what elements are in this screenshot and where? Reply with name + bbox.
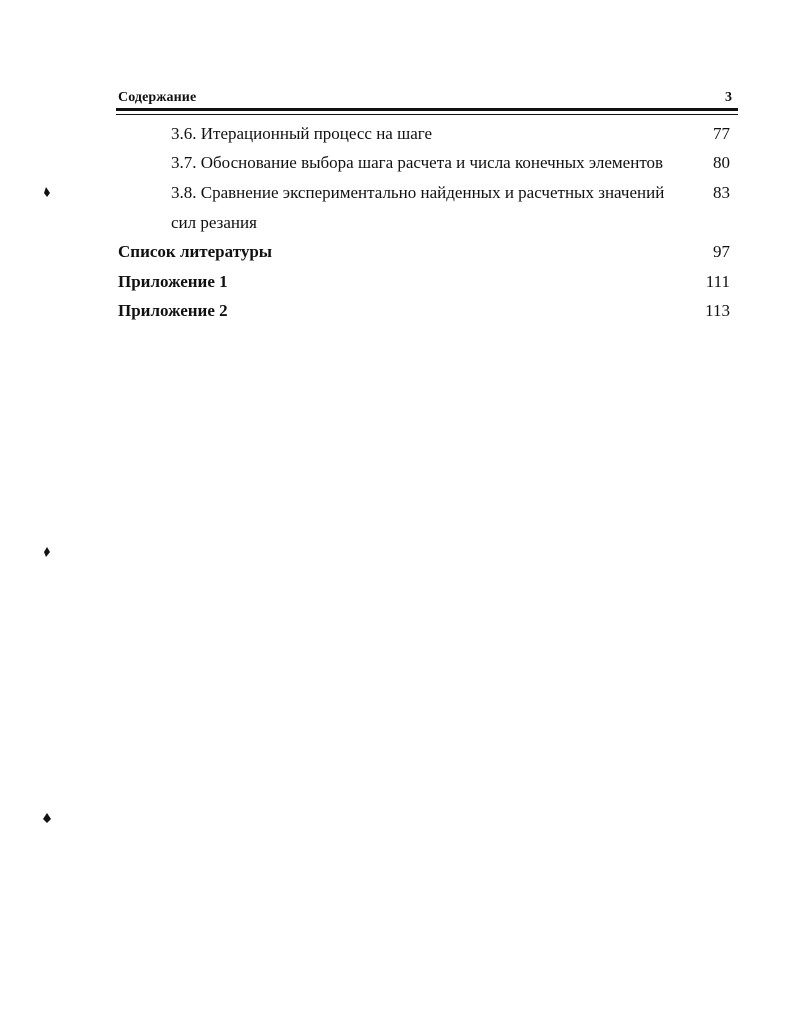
header-rule-thick bbox=[116, 108, 738, 111]
header-page-number: 3 bbox=[725, 90, 732, 105]
toc-page-3-7: 80 bbox=[713, 153, 730, 172]
toc-entry-3-8: 3.8. Сравнение экспериментально найденных и расчетных значений bbox=[171, 183, 665, 202]
toc-entry-3-8-continuation: сил резания bbox=[171, 213, 257, 232]
header-title: Содержание bbox=[118, 90, 197, 105]
toc-entry-appendix-1: Приложение 1 bbox=[118, 272, 228, 291]
toc-page-appendix-2: 113 bbox=[705, 301, 730, 320]
header-rule-thin bbox=[116, 114, 738, 115]
toc-page-appendix-1: 111 bbox=[705, 272, 730, 291]
toc-entry-3-6: 3.6. Итерационный процесс на шаге bbox=[171, 124, 433, 143]
toc-page-3-8: 83 bbox=[713, 183, 730, 202]
toc-entry-appendix-2: Приложение 2 bbox=[118, 301, 228, 320]
running-header bbox=[118, 90, 732, 108]
toc-entry-references: Список литературы bbox=[118, 242, 273, 261]
toc-page-3-6: 77 bbox=[713, 124, 730, 143]
toc-page-references: 97 bbox=[713, 242, 730, 261]
toc-entry-3-7: 3.7. Обоснование выбора шага расчета и числа конечных элементов bbox=[171, 153, 664, 172]
